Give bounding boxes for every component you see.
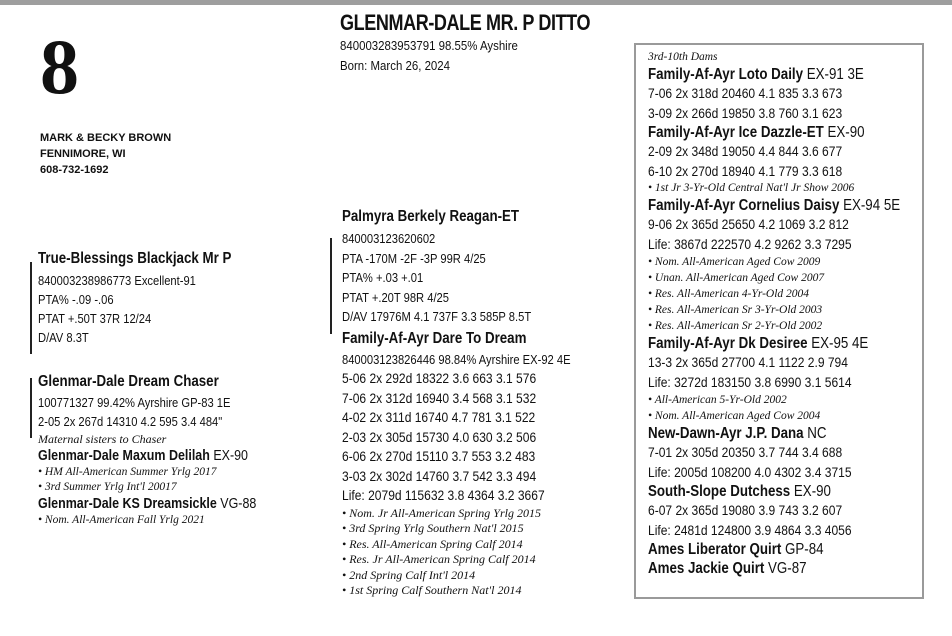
ancestor-dam-honor: • Nom. All-American Aged Cow 2009: [648, 256, 821, 268]
animal-id: 840003283953791 98.55% Ayshire: [340, 38, 518, 53]
granddam-honor: • 3rd Spring Yrlg Southern Nat'l 2015: [342, 521, 524, 535]
granddam-id: 840003123826446 98.84% Ayrshire EX-92 4E: [342, 352, 571, 367]
lot-number: 8: [40, 23, 79, 110]
granddam-honor: • 2nd Spring Calf Int'l 2014: [342, 567, 476, 582]
ancestor-dam-record: Life: 2005d 108200 4.0 4302 3.4 3715: [648, 463, 852, 480]
sister-honor: • 3rd Summer Yrlg Int'l 20017: [38, 481, 177, 493]
grandsire-block: [342, 208, 562, 327]
granddam-record: 2-03 2x 305d 15730 4.0 630 3.2 506: [342, 428, 537, 445]
ancestor-dam-record: Life: 2481d 124800 3.9 4864 3.3 4056: [648, 521, 852, 538]
animal-born: Born: March 26, 2024: [340, 58, 451, 73]
dam-note: Maternal sisters to Chaser: [38, 432, 167, 446]
ancestor-dam-name: Ames Liberator Quirt GP-84: [648, 541, 824, 558]
dam-bracket: [30, 378, 32, 438]
granddam-lifetime: Life: 2079d 115632 3.8 4364 3.2 3667: [342, 487, 545, 503]
granddam-honor: • Res. Jr All-American Spring Calf 2014: [342, 552, 536, 566]
dam-block: [38, 373, 292, 528]
sire-block: [38, 250, 263, 347]
ancestor-dam-record: 13-3 2x 365d 27700 4.1 1122 2.9 794: [648, 354, 848, 370]
animal-name: GLENMAR-DALE MR. P DITTO: [340, 10, 591, 35]
sire-line: D/AV 8.3T: [38, 330, 89, 345]
top-rule: [0, 0, 952, 5]
dam-id: 100771327 99.42% Ayrshire GP-83 1E: [38, 395, 231, 410]
granddam-honor: • Res. All-American Spring Calf 2014: [342, 536, 523, 551]
dam-record: 2-05 2x 267d 14310 4.2 595 3.4 484": [38, 414, 223, 429]
grandsire-bracket: [330, 238, 332, 334]
ancestor-dam-name: Family-Af-Ayr Cornelius Daisy EX-94 5E: [648, 197, 901, 214]
granddam-honor: • 1st Spring Calf Southern Nat'l 2014: [342, 583, 522, 597]
granddam-record: 5-06 2x 292d 18322 3.6 663 3.1 576: [342, 370, 537, 386]
consignor-block: [40, 130, 171, 178]
ancestor-dam-name: Family-Af-Ayr Dk Desiree EX-95 4E: [648, 335, 869, 352]
ancestor-dam-honor: • Res. All-American 4-Yr-Old 2004: [648, 288, 810, 300]
sister-name: Glenmar-Dale KS Dreamsickle VG-88: [38, 496, 257, 512]
granddam-block: [342, 330, 608, 599]
grandsire-line: PTAT +.20T 98R 4/25: [342, 289, 450, 305]
grandsire-line: D/AV 17976M 4.1 737F 3.3 585P 8.5T: [342, 309, 532, 324]
ancestor-dam-name: Ames Jackie Quirt VG-87: [648, 560, 807, 577]
ancestor-dam-name: South-Slope Dutchess EX-90: [648, 483, 831, 500]
sire-bracket: [30, 262, 32, 354]
ancestor-dam-record: 2-09 2x 348d 19050 4.4 844 3.6 677: [648, 143, 843, 159]
ancestor-dam-record: 7-06 2x 318d 20460 4.1 835 3.3 673: [648, 85, 843, 101]
grandsire-line: PTA% +.03 +.01: [342, 270, 424, 285]
consignor-location: FENNIMORE, WI: [40, 148, 126, 160]
sister-name: Glenmar-Dale Maxum Delilah EX-90: [38, 448, 249, 464]
sire-line: 840003238986773 Excellent-91: [38, 273, 196, 288]
consignor-phone: 608-732-1692: [40, 164, 109, 176]
ancestor-dam-name: Family-Af-Ayr Loto Daily EX-91 3E: [648, 66, 864, 83]
sister-honor: • Nom. All-American Fall Yrlg 2021: [38, 514, 205, 526]
granddam-name: Family-Af-Ayr Dare To Dream: [342, 330, 527, 347]
ancestor-dam-record: 7-01 2x 305d 20350 3.7 744 3.4 688: [648, 444, 843, 460]
dam-name: Glenmar-Dale Dream Chaser: [38, 373, 219, 390]
dams-box-heading: 3rd-10th Dams: [648, 51, 718, 63]
sire-line: PTAT +.50T 37R 12/24: [38, 311, 152, 326]
granddam-record: 3-03 2x 302d 14760 3.7 542 3.3 494: [342, 467, 537, 484]
grandsire-name: Palmyra Berkely Reagan-ET: [342, 208, 520, 225]
granddam-record: 7-06 2x 312d 16940 3.4 568 3.1 532: [342, 389, 537, 406]
ancestor-dam-honor: • Unan. All-American Aged Cow 2007: [648, 272, 825, 284]
granddam-record: 4-02 2x 311d 16740 4.7 781 3.1 522: [342, 409, 536, 425]
sire-name: True-Blessings Blackjack Mr P: [38, 250, 232, 267]
ancestor-dam-record: Life: 3867d 222570 4.2 9262 3.3 7295: [648, 235, 852, 252]
ancestor-dam-honor: • Res. All-American Sr 3-Yr-Old 2003: [648, 304, 823, 316]
ancestor-dam-honor: • All-American 5-Yr-Old 2002: [648, 394, 787, 406]
granddam-honor: • Nom. Jr All-American Spring Yrlg 2015: [342, 505, 541, 520]
sire-line: PTA% -.09 -.06: [38, 292, 114, 307]
dams-box-content: [648, 50, 941, 578]
grandsire-line: 840003123620602: [342, 231, 436, 246]
ancestor-dam-name: Family-Af-Ayr Ice Dazzle-ET EX-90: [648, 124, 865, 141]
ancestor-dam-record: 6-07 2x 365d 19080 3.9 743 3.2 607: [648, 502, 843, 518]
ancestor-dam-record: 3-09 2x 266d 19850 3.8 760 3.1 623: [648, 104, 843, 121]
ancestor-dam-record: 9-06 2x 365d 25650 4.2 1069 3.2 812: [648, 216, 849, 232]
granddam-record: 6-06 2x 270d 15110 3.7 553 3.2 483: [342, 448, 536, 464]
ancestor-dam-record: Life: 3272d 183150 3.8 6990 3.1 5614: [648, 373, 852, 390]
ancestor-dam-honor: • Nom. All-American Aged Cow 2004: [648, 410, 821, 422]
sister-honor: • HM All-American Summer Yrlg 2017: [38, 466, 217, 478]
ancestor-dam-name: New-Dawn-Ayr J.P. Dana NC: [648, 425, 827, 442]
ancestor-dam-honor: • 1st Jr 3-Yr-Old Central Nat'l Jr Show 2006: [648, 182, 855, 194]
ancestor-dam-honor: • Res. All-American Sr 2-Yr-Old 2002: [648, 320, 823, 332]
ancestor-dam-record: 6-10 2x 270d 18940 4.1 779 3.3 618: [648, 162, 843, 179]
grandsire-line: PTA -170M -2F -3P 99R 4/25: [342, 250, 486, 266]
consignor-name: MARK & BECKY BROWN: [40, 132, 172, 144]
